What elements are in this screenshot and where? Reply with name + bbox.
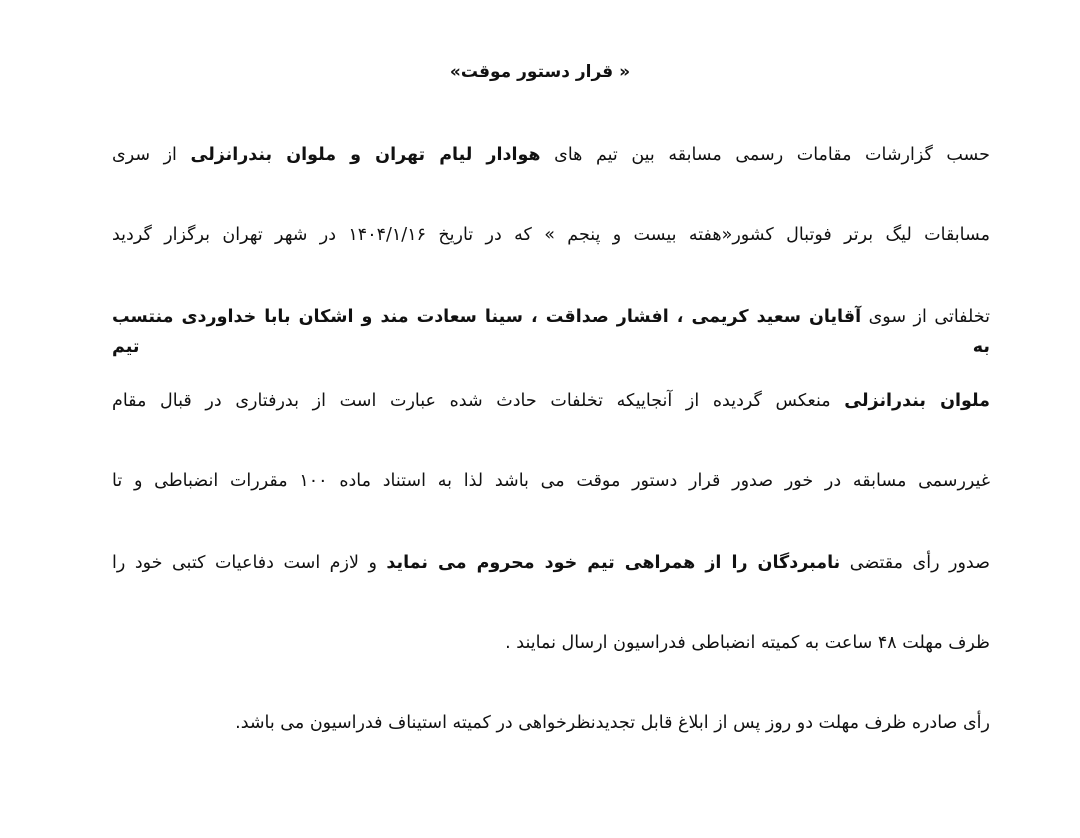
ruling-bold: نامبردگان را از همراهی تیم خود محروم می نماید	[386, 553, 841, 573]
body-line-4	[112, 386, 990, 416]
body-line-6	[112, 548, 990, 578]
body-line-3	[112, 302, 990, 357]
body-line-5	[112, 466, 990, 496]
body-text: منعکس گردیده از آنجاییکه تخلفات حادث شده عبارت است از بدرفتاری در قبال مقام	[112, 391, 831, 411]
player-names-bold: آقایان سعید کریمی ، افشار صداقت ، سینا سعادت مند و اشکان بابا خداوردی منتسب به تیم	[112, 307, 990, 357]
body-line-1	[112, 140, 990, 170]
body-text: تخلفاتی از سوی	[868, 307, 990, 327]
body-text: و لازم است دفاعیات کتبی خود را	[112, 553, 377, 573]
body-text: صدور رأی مقتضی	[849, 553, 990, 573]
body-text: مسابقات لیگ برتر فوتبال کشور«هفته بیست و پنجم » که در تاریخ ۱۴۰۴/۱/۱۶ در شهر تهران برگزار گردید	[112, 225, 990, 245]
paragraph-body	[112, 0, 990, 838]
appeal-note	[235, 708, 990, 738]
body-text: ظرف مهلت ۴۸ ساعت به کمیته انضباطی فدراسیون ارسال نمایند .	[505, 633, 990, 653]
team-name-bold: ملوان بندرانزلی	[844, 391, 990, 411]
body-text: رأی صادره ظرف مهلت دو روز پس از ابلاغ قابل تجدیدنظرخواهی در کمیته استیناف فدراسیون می باشد.	[235, 713, 990, 733]
document-title: « قرار دستور موقت»	[449, 62, 631, 82]
body-line-2	[112, 220, 990, 250]
body-text: از سری	[112, 145, 177, 165]
body-line-7	[505, 628, 990, 658]
body-text: غیررسمی مسابقه در خور صدور قرار دستور موقت می باشد لذا به استناد ماده ۱۰۰ مقررات انضباطی و تا	[112, 471, 990, 491]
body-text: حسب گزارشات مقامات رسمی مسابقه بین تیم های	[554, 145, 990, 165]
team-names-bold: هوادار لیام تهران و ملوان بندرانزلی	[190, 145, 541, 165]
